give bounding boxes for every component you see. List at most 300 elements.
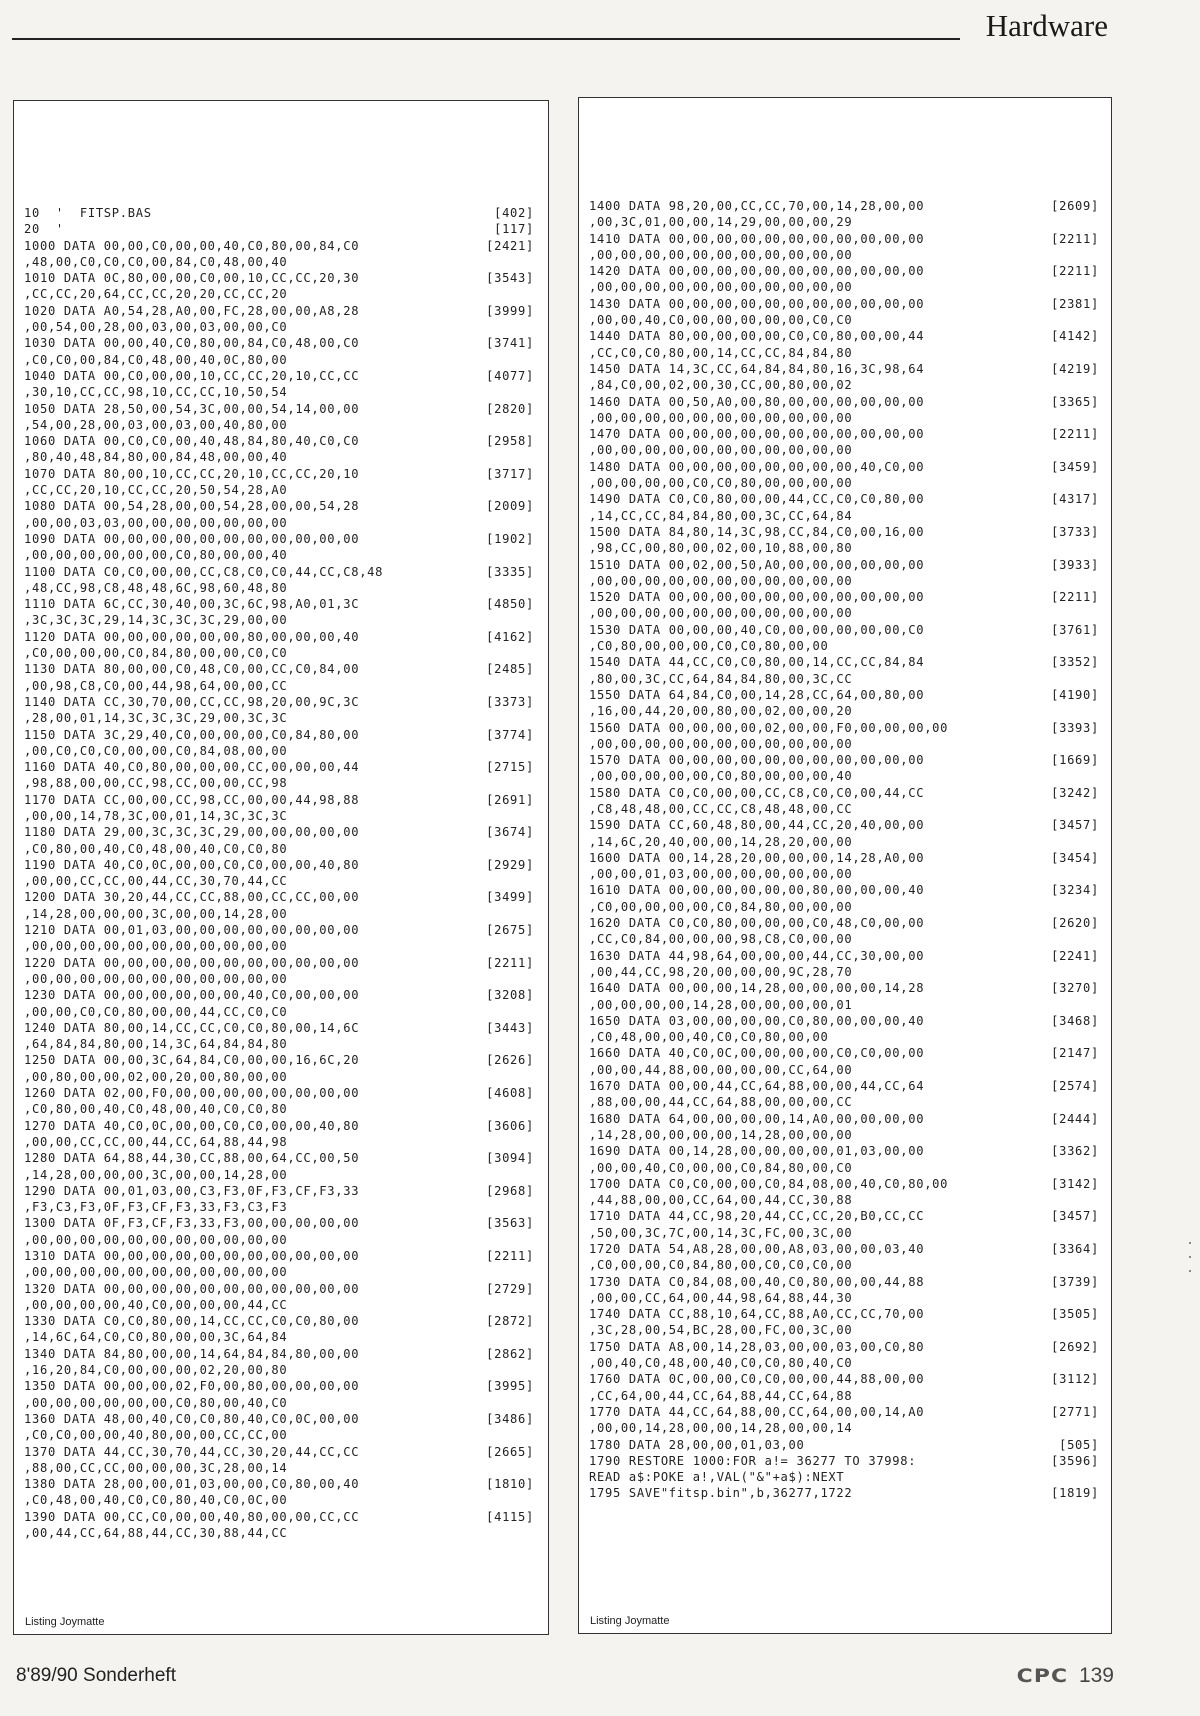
code-text: 1320 DATA 00,00,00,00,00,00,00,00,00,00,00	[24, 1281, 360, 1296]
checksum: [2771]	[1051, 1404, 1099, 1419]
checksum: [402]	[494, 206, 534, 220]
code-line	[589, 1192, 1099, 1208]
code-line	[24, 645, 534, 661]
code-text: 1790 RESTORE 1000:FOR a!= 36277 TO 37998:	[589, 1453, 917, 1468]
code-line	[589, 394, 1099, 410]
code-line	[24, 1167, 534, 1183]
code-line	[589, 654, 1099, 670]
code-text: 1010 DATA 0C,80,00,00,C0,00,10,CC,CC,20,30	[24, 271, 360, 286]
code-line	[24, 270, 534, 286]
code-text: 1040 DATA 00,C0,00,00,10,CC,CC,20,10,CC,CC	[24, 368, 360, 383]
code-text: 1460 DATA 00,50,A0,00,80,00,00,00,00,00,00	[589, 394, 925, 409]
checksum: [3234]	[1051, 883, 1099, 898]
code-line	[589, 1176, 1099, 1192]
code-line	[24, 808, 534, 824]
checksum: [4142]	[1051, 329, 1099, 344]
code-text: 1750 DATA A8,00,14,28,03,00,00,03,00,C0,80	[589, 1339, 925, 1354]
code-line	[24, 1020, 534, 1036]
code-line	[24, 1085, 534, 1101]
checksum: [3142]	[1051, 1176, 1099, 1191]
checksum: [3774]	[486, 727, 534, 742]
checksum: [2675]	[486, 923, 534, 938]
code-text: 1050 DATA 28,50,00,54,3C,00,00,54,14,00,00	[24, 401, 360, 416]
code-text: ,88,00,00,44,CC,64,88,00,00,00,CC	[589, 1095, 853, 1110]
code-text: ,50,00,3C,7C,00,14,3C,FC,00,3C,00	[589, 1225, 853, 1240]
code-text: ,00,00,00,00,40,C0,00,00,00,44,CC	[24, 1297, 288, 1312]
checksum: [1819]	[1051, 1486, 1099, 1501]
checksum: [2574]	[1051, 1079, 1099, 1094]
code-text: 1490 DATA C0,C0,80,00,00,44,CC,C0,C0,80,00	[589, 492, 925, 507]
code-line	[24, 1183, 534, 1199]
checksum: [2820]	[486, 401, 534, 416]
checksum: [3270]	[1051, 981, 1099, 996]
code-text: ,00,00,00,00,00,00,00,00,00,00,00	[589, 606, 853, 621]
code-text: 1550 DATA 64,84,C0,00,14,28,CC,64,00,80,00	[589, 687, 925, 702]
code-line	[24, 1313, 534, 1329]
code-text: 1280 DATA 64,88,44,30,CC,88,00,64,CC,00,50	[24, 1151, 360, 1166]
code-text: ,14,CC,CC,84,84,80,00,3C,CC,64,84	[589, 508, 853, 523]
code-line	[24, 792, 534, 808]
code-text: ,00,00,00,00,00,00,C0,80,00,40,C0	[24, 1395, 288, 1410]
code-line	[24, 1134, 534, 1150]
listing-panel-left	[13, 100, 549, 1635]
checksum: [2211]	[486, 1249, 534, 1263]
listing-panel-right	[578, 97, 1112, 1634]
checksum: [4317]	[1051, 492, 1099, 507]
code-line	[24, 449, 534, 465]
code-text: ,00,00,40,C0,00,00,C0,84,80,00,C0	[589, 1160, 853, 1175]
code-text: 1700 DATA C0,C0,00,00,C0,84,08,00,40,C0,80,00	[589, 1176, 949, 1191]
code-text: ,84,C0,00,02,00,30,CC,00,80,00,02	[589, 378, 853, 393]
code-text: ,00,00,00,00,00,C0,80,00,00,00,40	[589, 769, 853, 784]
code-line	[24, 1444, 534, 1460]
code-line	[24, 221, 534, 237]
checksum: [117]	[494, 222, 534, 237]
code-line	[24, 873, 534, 889]
code-text: 1260 DATA 02,00,F0,00,00,00,00,00,00,00,00	[24, 1086, 360, 1101]
code-text: 1710 DATA 44,CC,98,20,44,CC,CC,20,B0,CC,CC	[589, 1209, 925, 1224]
page-footer	[1016, 1664, 1114, 1688]
code-line	[24, 987, 534, 1003]
checksum: [2147]	[1051, 1046, 1099, 1061]
code-line	[589, 1241, 1099, 1257]
code-text: 1360 DATA 48,00,40,C0,C0,80,40,C0,0C,00,00	[24, 1411, 360, 1426]
code-text: 1570 DATA 00,00,00,00,00,00,00,00,00,00,00	[589, 753, 925, 768]
code-line	[24, 515, 534, 531]
checksum: [3674]	[486, 825, 534, 840]
checksum: [3459]	[1051, 459, 1099, 474]
checksum: [2626]	[486, 1053, 534, 1068]
code-line	[24, 955, 534, 971]
code-text: 1190 DATA 40,C0,0C,00,00,C0,C0,00,00,40,80	[24, 857, 360, 872]
code-text: 1760 DATA 0C,00,00,C0,C0,00,00,44,88,00,00	[589, 1372, 925, 1387]
code-line	[24, 286, 534, 302]
code-text: ,54,00,28,00,03,00,03,00,40,80,00	[24, 417, 288, 432]
code-line	[589, 1225, 1099, 1241]
code-line	[589, 1339, 1099, 1355]
code-line	[589, 410, 1099, 426]
code-line	[24, 661, 534, 677]
code-line	[589, 312, 1099, 328]
checksum: [3995]	[486, 1379, 534, 1394]
code-text: ,98,88,00,00,CC,98,CC,00,00,CC,98	[24, 776, 288, 791]
code-text: 1690 DATA 00,14,28,00,00,00,00,01,03,00,00	[589, 1144, 925, 1159]
code-text: 1530 DATA 00,00,00,40,C0,00,00,00,00,00,C0	[589, 622, 925, 637]
code-text: ,00,00,C0,C0,80,00,00,44,CC,C0,C0	[24, 1004, 288, 1019]
code-line	[589, 1143, 1099, 1159]
checksum: [2211]	[486, 955, 534, 970]
code-line	[589, 899, 1099, 915]
code-line	[24, 824, 534, 840]
code-text: 1730 DATA C0,84,08,00,40,C0,80,00,00,44,88	[589, 1274, 925, 1289]
code-listing-right	[589, 198, 1099, 1502]
code-text: ,80,40,48,84,80,00,84,48,00,00,40	[24, 450, 288, 465]
code-text: ,16,20,84,C0,00,00,00,02,20,00,80	[24, 1363, 288, 1378]
code-line	[24, 971, 534, 987]
checksum: [3457]	[1051, 1209, 1099, 1224]
code-text: 1230 DATA 00,00,00,00,00,00,40,C0,00,00,00	[24, 988, 360, 1003]
code-line	[589, 247, 1099, 263]
code-text: ,48,CC,98,C8,48,48,6C,98,60,48,80	[24, 580, 288, 595]
code-line	[24, 1199, 534, 1215]
code-line	[589, 964, 1099, 980]
checksum: [2241]	[1051, 948, 1099, 963]
code-line	[24, 547, 534, 563]
code-text: ,00,00,00,00,00,00,00,00,00,00,00	[24, 971, 288, 986]
code-line	[24, 938, 534, 954]
code-text: ,00,00,00,00,00,00,C0,80,00,00,40	[24, 548, 288, 563]
checksum: [4190]	[1051, 687, 1099, 702]
code-text: ,CC,C0,84,00,00,00,98,C8,C0,00,00	[589, 932, 853, 947]
code-text: 1390 DATA 00,CC,C0,00,00,40,80,00,00,CC,CC	[24, 1509, 360, 1524]
code-line	[24, 743, 534, 759]
checksum: [3761]	[1051, 622, 1099, 637]
code-text: 1780 DATA 28,00,00,01,03,00	[589, 1437, 805, 1452]
checksum: [3596]	[1051, 1453, 1099, 1468]
code-line	[589, 1306, 1099, 1322]
code-line	[589, 361, 1099, 377]
code-text: 1795 SAVE"fitsp.bin",b,36277,1722	[589, 1486, 853, 1501]
checksum: [4850]	[486, 597, 534, 612]
checksum: [2421]	[486, 238, 534, 253]
code-line	[24, 1460, 534, 1476]
code-text: ,00,00,00,00,C0,C0,80,00,00,00,00	[589, 476, 853, 491]
code-line	[24, 498, 534, 514]
code-text: 1590 DATA CC,60,48,80,00,44,CC,20,40,00,00	[589, 818, 925, 833]
code-text: 1620 DATA C0,C0,80,00,00,00,C0,48,C0,00,00	[589, 916, 925, 931]
code-text: ,00,00,00,00,00,00,00,00,00,00,00	[589, 410, 853, 425]
checksum: [3443]	[486, 1020, 534, 1035]
code-listing-left	[24, 205, 534, 1541]
checksum: [505]	[1059, 1437, 1099, 1452]
code-line	[24, 319, 534, 335]
code-text: 1150 DATA 3C,29,40,C0,00,00,00,C0,84,80,00	[24, 727, 360, 742]
code-line	[589, 263, 1099, 279]
code-text: 1200 DATA 30,20,44,CC,CC,88,00,CC,CC,00,00	[24, 890, 360, 905]
code-line	[589, 1160, 1099, 1176]
code-text: 1670 DATA 00,00,44,CC,64,88,00,00,44,CC,64	[589, 1079, 925, 1094]
checksum: [1810]	[486, 1477, 534, 1492]
code-text: ,00,00,01,03,00,00,00,00,00,00,00	[589, 867, 853, 882]
code-line	[589, 1013, 1099, 1029]
code-text: ,00,40,C0,48,00,40,C0,C0,80,40,C0	[589, 1356, 853, 1371]
code-line	[24, 1215, 534, 1231]
code-text: 1410 DATA 00,00,00,00,00,00,00,00,00,00,00	[589, 231, 925, 246]
code-line	[24, 612, 534, 628]
code-line	[24, 727, 534, 743]
code-line	[589, 882, 1099, 898]
checksum: [3364]	[1051, 1242, 1099, 1256]
checksum: [2009]	[486, 499, 534, 514]
checksum: [3933]	[1051, 557, 1099, 572]
code-text: ,00,44,CC,64,88,44,CC,30,88,44,CC	[24, 1526, 288, 1541]
code-text: ,14,28,00,00,00,3C,00,00,14,28,00	[24, 906, 288, 921]
code-line	[589, 214, 1099, 230]
code-line	[24, 710, 534, 726]
code-text: 1610 DATA 00,00,00,00,00,00,80,00,00,00,40	[589, 883, 925, 898]
code-text: 1300 DATA 0F,F3,CF,F3,33,F3,00,00,00,00,00	[24, 1216, 360, 1231]
checksum: [3112]	[1051, 1372, 1099, 1387]
checksum: [3352]	[1051, 655, 1099, 670]
code-text: ,48,00,C0,C0,C0,00,84,C0,48,00,40	[24, 254, 288, 269]
code-line	[24, 466, 534, 482]
code-line	[24, 531, 534, 547]
code-line	[589, 1322, 1099, 1338]
checksum: [3717]	[486, 466, 534, 481]
code-line	[24, 1492, 534, 1508]
code-line	[24, 1004, 534, 1020]
code-text: 1140 DATA CC,30,70,00,CC,CC,98,20,00,9C,3C	[24, 694, 360, 709]
checksum: [2692]	[1051, 1339, 1099, 1354]
code-line	[589, 508, 1099, 524]
checksum: [2485]	[486, 662, 534, 677]
code-text: 1630 DATA 44,98,64,00,00,00,44,CC,30,00,00	[589, 948, 925, 963]
code-line	[24, 1525, 534, 1541]
code-text: ,00,00,00,00,14,28,00,00,00,00,01	[589, 997, 853, 1012]
code-text: 1060 DATA 00,C0,C0,00,40,48,84,80,40,C0,C0	[24, 434, 360, 449]
code-line	[589, 524, 1099, 540]
checksum: [3999]	[486, 303, 534, 318]
magazine-logo: CPC	[1016, 1665, 1069, 1687]
code-line	[589, 426, 1099, 442]
code-text: ,C0,80,00,40,C0,48,00,40,C0,C0,80	[24, 841, 288, 856]
checksum: [2715]	[486, 760, 534, 775]
code-text: ,00,C0,C0,C0,00,00,C0,84,08,00,00	[24, 743, 288, 758]
code-text: 1080 DATA 00,54,28,00,00,54,28,00,00,54,28	[24, 499, 360, 514]
code-text: 1310 DATA 00,00,00,00,00,00,00,00,00,00,00	[24, 1249, 360, 1263]
code-text: 1000 DATA 00,00,C0,00,00,40,C0,80,00,84,C0	[24, 238, 360, 253]
code-text: ,80,00,3C,CC,64,84,84,80,00,3C,CC	[589, 671, 853, 686]
code-line	[24, 759, 534, 775]
checksum: [2729]	[486, 1281, 534, 1296]
code-line	[24, 1346, 534, 1362]
code-text: ,30,10,CC,CC,98,10,CC,CC,10,50,54	[24, 385, 288, 400]
code-line	[24, 922, 534, 938]
checksum: [3739]	[1051, 1274, 1099, 1289]
code-line	[589, 980, 1099, 996]
code-line	[589, 557, 1099, 573]
checksum: [2381]	[1051, 296, 1099, 311]
code-line	[589, 1274, 1099, 1290]
code-line	[24, 1248, 534, 1264]
checksum: [3094]	[486, 1151, 534, 1166]
code-line	[589, 948, 1099, 964]
code-line	[589, 703, 1099, 719]
code-line	[24, 678, 534, 694]
code-line	[24, 1232, 534, 1248]
listing-caption-left: Listing Joymatte	[25, 1616, 105, 1628]
code-text: ,3C,28,00,54,BC,28,00,FC,00,3C,00	[589, 1323, 853, 1338]
code-line	[24, 1118, 534, 1134]
code-line	[589, 1111, 1099, 1127]
code-line	[24, 596, 534, 612]
code-text: ,00,00,CC,CC,00,44,CC,64,88,44,98	[24, 1134, 288, 1149]
code-line	[24, 433, 534, 449]
checksum: [3365]	[1051, 394, 1099, 409]
code-line	[24, 629, 534, 645]
checksum: [3335]	[486, 564, 534, 579]
code-line	[24, 1101, 534, 1117]
code-text: 1380 DATA 28,00,00,01,03,00,00,C0,80,00,40	[24, 1477, 360, 1492]
checksum: [2872]	[486, 1314, 534, 1329]
code-text: 1270 DATA 40,C0,0C,00,00,C0,C0,00,00,40,80	[24, 1118, 360, 1133]
code-text: ,C0,C0,00,84,C0,48,00,40,0C,80,00	[24, 352, 288, 367]
code-text: ,00,00,00,00,00,00,00,00,00,00,00	[24, 1232, 288, 1247]
checksum: [4077]	[486, 368, 534, 383]
code-line	[589, 296, 1099, 312]
code-text: ,C0,48,00,00,40,C0,C0,80,00,00	[589, 1030, 829, 1045]
code-line	[589, 573, 1099, 589]
code-text: 10 ' FITSP.BAS	[24, 206, 152, 220]
code-line	[24, 352, 534, 368]
code-text: ,00,54,00,28,00,03,00,03,00,00,C0	[24, 320, 288, 335]
code-line	[24, 368, 534, 384]
checksum: [2211]	[1051, 231, 1099, 246]
code-text: ,64,84,84,80,00,14,3C,64,84,84,80	[24, 1037, 288, 1052]
code-text: ,C8,48,48,00,CC,CC,C8,48,48,00,CC	[589, 801, 853, 816]
checksum: [3505]	[1051, 1307, 1099, 1322]
code-line	[589, 915, 1099, 931]
code-text: 1720 DATA 54,A8,28,00,00,A8,03,00,00,03,40	[589, 1242, 925, 1256]
code-text: ,14,28,00,00,00,00,14,28,00,00,00	[589, 1127, 853, 1142]
code-text: 1370 DATA 44,CC,30,70,44,CC,30,20,44,CC,CC	[24, 1444, 360, 1459]
code-line	[24, 482, 534, 498]
code-line	[24, 694, 534, 710]
checksum: [2958]	[486, 434, 534, 449]
code-text: ,00,00,00,00,00,00,00,00,00,00,00	[589, 443, 853, 458]
code-line	[589, 801, 1099, 817]
code-text: 1180 DATA 29,00,3C,3C,3C,29,00,00,00,00,00	[24, 825, 360, 840]
checksum: [3208]	[486, 988, 534, 1003]
code-text: ,00,44,CC,98,20,00,00,00,9C,28,70	[589, 964, 853, 979]
code-text: ,00,3C,01,00,00,14,29,00,00,00,29	[589, 215, 853, 230]
code-text: 1680 DATA 64,00,00,00,00,14,A0,00,00,00,00	[589, 1111, 925, 1126]
code-line	[589, 540, 1099, 556]
code-line	[589, 1420, 1099, 1436]
code-line	[589, 752, 1099, 768]
code-line	[589, 1029, 1099, 1045]
checksum: [3362]	[1051, 1144, 1099, 1159]
header-rule	[12, 38, 960, 40]
code-line	[589, 589, 1099, 605]
section-title: Hardware	[985, 8, 1108, 43]
checksum: [2620]	[1051, 916, 1099, 931]
code-line	[24, 1329, 534, 1345]
code-text: ,C0,C0,00,00,40,80,00,00,CC,CC,00	[24, 1428, 288, 1443]
code-line	[589, 720, 1099, 736]
code-line	[589, 345, 1099, 361]
checksum: [3741]	[486, 336, 534, 351]
code-text: ,00,00,00,00,00,00,00,00,00,00,00	[24, 1265, 288, 1280]
code-text: 1510 DATA 00,02,00,50,A0,00,00,00,00,00,00	[589, 557, 925, 572]
code-line	[24, 417, 534, 433]
code-line	[589, 817, 1099, 833]
code-text: 1070 DATA 80,00,10,CC,CC,20,10,CC,CC,20,10	[24, 466, 360, 481]
code-line	[24, 564, 534, 580]
code-line	[589, 931, 1099, 947]
code-text: ,14,28,00,00,00,3C,00,00,14,28,00	[24, 1167, 288, 1182]
code-text: ,00,98,C8,C0,00,44,98,64,00,00,CC	[24, 678, 288, 693]
code-text: ,44,88,00,00,CC,64,00,44,CC,30,88	[589, 1193, 853, 1208]
code-text: 1160 DATA 40,C0,80,00,00,00,CC,00,00,00,44	[24, 760, 360, 775]
code-text: ,CC,CC,20,64,CC,CC,20,20,CC,CC,20	[24, 287, 288, 302]
checksum: [2862]	[486, 1346, 534, 1361]
code-line	[24, 1052, 534, 1068]
code-line	[589, 442, 1099, 458]
code-text: 1420 DATA 00,00,00,00,00,00,00,00,00,00,00	[589, 264, 925, 279]
code-text: ,00,00,14,78,3C,00,01,14,3C,3C,3C	[24, 808, 288, 823]
code-text: 1500 DATA 84,80,14,3C,98,CC,84,C0,00,16,00	[589, 524, 925, 539]
checksum: [2929]	[486, 857, 534, 872]
code-text: ,C0,00,00,00,00,C0,84,80,00,00,00	[589, 899, 853, 914]
code-text: ,00,80,00,00,02,00,20,00,80,00,00	[24, 1069, 288, 1084]
checksum: [2211]	[1051, 264, 1099, 279]
code-text: ,00,00,00,00,00,00,00,00,00,00,00	[24, 939, 288, 954]
code-text: ,C0,80,00,40,C0,48,00,40,C0,C0,80	[24, 1102, 288, 1117]
code-text: ,28,00,01,14,3C,3C,3C,29,00,3C,3C	[24, 711, 288, 726]
code-text: 1430 DATA 00,00,00,00,00,00,00,00,00,00,00	[589, 296, 925, 311]
code-line	[24, 401, 534, 417]
code-text: ,C0,80,00,00,00,C0,C0,80,00,00	[589, 639, 829, 654]
checksum: [1902]	[486, 531, 534, 546]
code-line	[589, 198, 1099, 214]
code-line	[589, 1485, 1099, 1501]
code-text: 1740 DATA CC,88,10,64,CC,88,A0,CC,CC,70,00	[589, 1307, 925, 1322]
code-line	[24, 1297, 534, 1313]
checksum: [3373]	[486, 694, 534, 709]
code-line	[24, 303, 534, 319]
code-line	[24, 1411, 534, 1427]
code-text: 1400 DATA 98,20,00,CC,CC,70,00,14,28,00,00	[589, 199, 925, 213]
code-text: ,00,00,CC,64,00,44,98,64,88,44,30	[589, 1290, 853, 1305]
code-line	[24, 1150, 534, 1166]
code-text: ,C0,00,00,00,C0,84,80,00,00,C0,C0	[24, 646, 288, 661]
checksum: [3393]	[1051, 720, 1099, 735]
code-text: 1640 DATA 00,00,00,14,28,00,00,00,00,14,28	[589, 981, 925, 996]
code-line	[24, 889, 534, 905]
code-text: ,3C,3C,3C,29,14,3C,3C,3C,29,00,00	[24, 613, 288, 628]
checksum: [3543]	[486, 271, 534, 286]
code-line	[589, 1290, 1099, 1306]
code-line	[24, 1281, 534, 1297]
checksum: [2444]	[1051, 1111, 1099, 1126]
code-line	[589, 622, 1099, 638]
code-line	[589, 1469, 1099, 1485]
code-line	[589, 736, 1099, 752]
code-text: 20 '	[24, 222, 64, 237]
code-line	[589, 377, 1099, 393]
code-line	[589, 687, 1099, 703]
